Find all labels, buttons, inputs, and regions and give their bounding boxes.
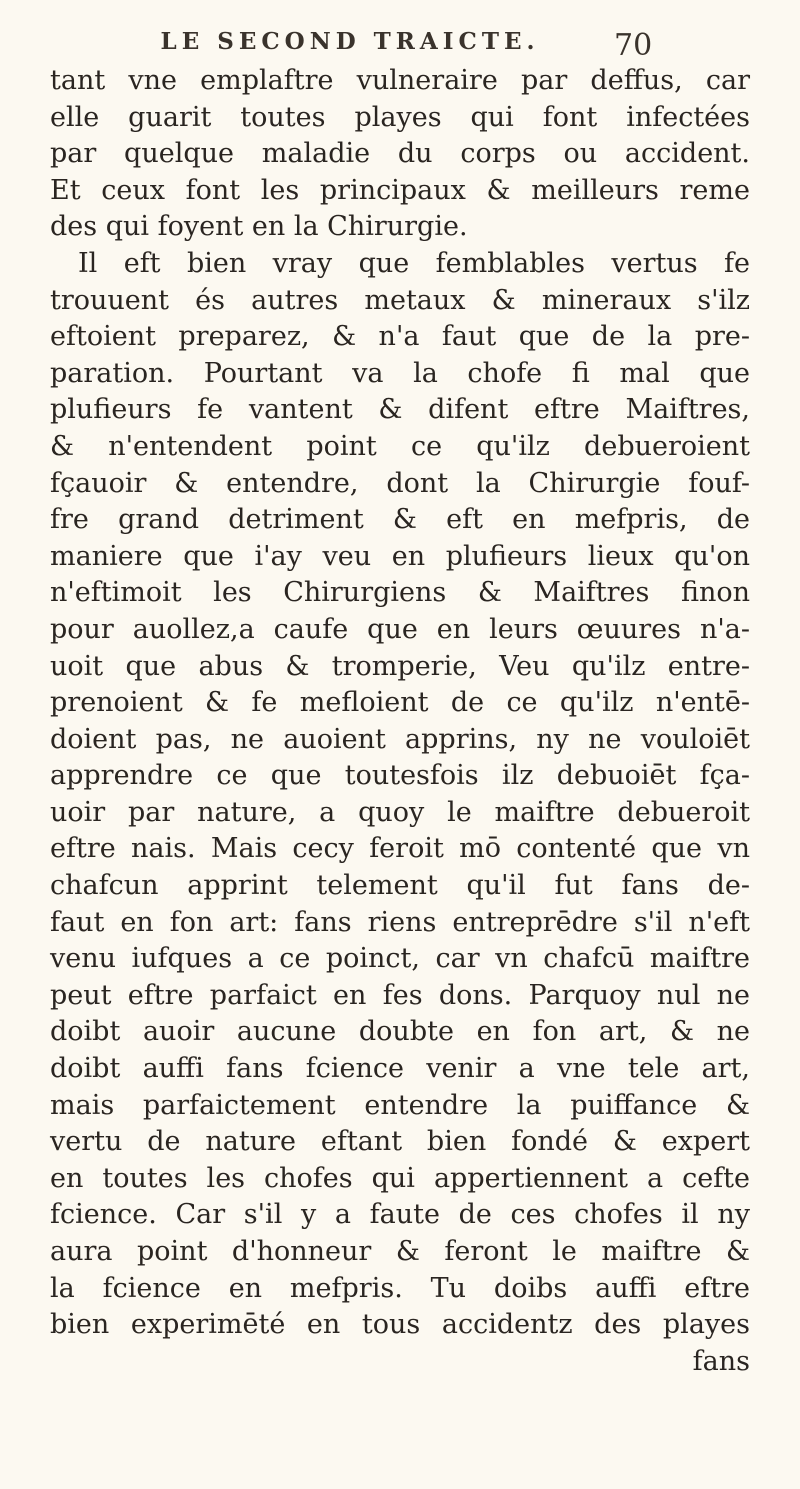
text-line: par quelque maladie du corps ou accident. [50,138,750,170]
text-line: chafcun apprint telement qu'il fut fans de- [50,870,750,902]
text-line: venu iufques a ce poinct, car vn chafcū maiftre [50,943,750,975]
text-line: vertu de nature eftant bien fondé & expert [50,1126,750,1158]
text-line: doibt auoir aucune doubte en fon art, & ne [50,1016,750,1048]
text-line: fçauoir & entendre, dont la Chirurgie fouf- [50,467,750,499]
text-line: elle guarit toutes playes qui font infectées [50,101,750,133]
text-line: faut en fon art: fans riens entreprēdre s'il n'eft [50,906,750,938]
text-line: prenoient & fe mefloient de ce qu'ilz n'entē- [50,687,750,719]
text-line: plufieurs fe vantent & difent eftre Maiftres, [50,394,750,426]
text-line: apprendre ce que toutesfois ilz debuoiēt fça- [50,760,750,792]
text-line: des qui foyent en la Chirurgie. [50,211,468,243]
text-line: pour auollez,a caufe que en leurs œuures n'a- [50,613,750,645]
page-number: 70 [614,28,653,63]
text-line: fcience. Car s'il y a faute de ces chofes il ny [50,1199,750,1231]
text-line: uoir par nature, a quoy le maiftre debueroit [50,796,750,828]
text-line: paration. Pourtant va la chofe fi mal que [50,357,750,389]
text-line: doibt auffi fans fcience venir a vne tele art, [50,1053,750,1085]
text-line: & n'entendent point ce qu'ilz debueroient [50,430,750,462]
text-line: tant vne emplaftre vulneraire par deffus, car [50,65,750,96]
text-line: eftoient preparez, & n'a faut que de la pre- [50,321,750,353]
text-line: uoit que abus & tromperie, Veu qu'ilz entre- [50,650,750,682]
text-line: Et ceux font les principaux & meilleurs reme [50,174,750,206]
text-line: maniere que i'ay veu en plufieurs lieux qu'on [50,540,750,572]
text-line: mais parfaictement entendre la puiffance & [50,1089,750,1121]
text-line: Il eft bien vray que femblables vertus fe [78,247,750,279]
text-line: aura point d'honneur & feront le maiftre & [50,1236,750,1267]
text-line: peut eftre parfaict en fes dons. Parquoy nul ne [50,979,750,1011]
text-block [50,63,750,1380]
text-line: fre grand detriment & eft en mefpris, de [50,504,750,536]
text-line: la fcience en mefpris. Tu doibs auffi eftre [50,1272,750,1304]
text-line: eftre nais. Mais cecy feroit mō contenté que vn [50,833,750,865]
text-line: bien experimēté en tous accidentz des playes [50,1309,750,1341]
catchword: fans [692,1345,750,1377]
text-line: doient pas, ne auoient apprins, ny ne vouloiēt [50,723,750,755]
text-line: n'eftimoit les Chirurgiens & Maiftres finon [50,577,750,609]
text-line: en toutes les chofes qui appertiennent a cefte [50,1162,750,1194]
text-line: trouuent és autres metaux & mineraux s'ilz [50,284,750,316]
running-head: LE SECOND TRAICTE. [160,28,540,55]
